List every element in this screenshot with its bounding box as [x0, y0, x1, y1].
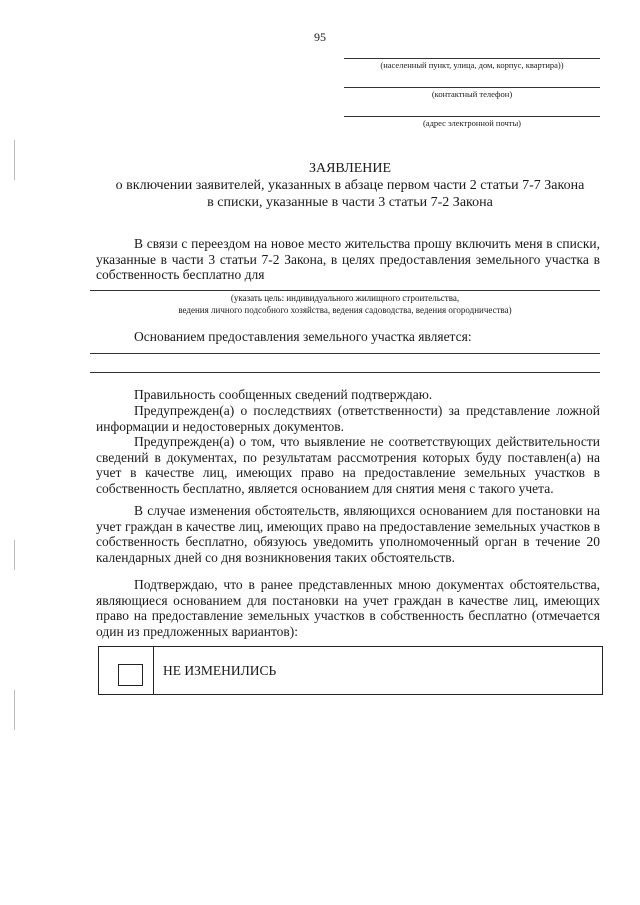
title-heading: ЗАЯВЛЕНИЕ	[308, 161, 392, 176]
option-divider	[153, 647, 154, 694]
page-number: 95	[314, 30, 326, 44]
phone-caption: (контактный телефон)	[431, 89, 513, 99]
statement-paragraph: В случае изменения обстоятельств, являющихся основанием для постановки на учет граждан в качестве лиц, имеющих право на предоставление земельных участков в собственность бесплатно, обязуюсь уведомить уполномоченный орган в течение 20 календарных дней со дня возникновения таких обстоятельств.	[96, 503, 600, 565]
option-checkbox[interactable]	[118, 664, 143, 686]
document-title	[80, 160, 620, 211]
phone-line	[344, 87, 600, 88]
email-line	[344, 116, 600, 117]
basis-label: Основанием предоставления земельного участка является:	[134, 329, 472, 344]
purpose-line	[90, 290, 600, 291]
scan-margin-mark	[14, 140, 15, 180]
address-caption: (населенный пункт, улица, дом, корпус, квартира))	[380, 60, 564, 70]
statement-paragraph: Предупрежден(а) о последствиях (ответственности) за представление ложной информации и недостоверных документов.	[96, 403, 600, 434]
title-line-2: в списки, указанные в части 3 статьи 7-2 Закона	[207, 195, 493, 210]
request-paragraph: В связи с переездом на новое место жительства прошу включить меня в списки, указанные в части 3 статьи 7-2 Закона, в целях предоставления земельного участка в собственность бесплатно для	[96, 236, 600, 283]
purpose-caption-line-1: (указать цель: индивидуального жилищного строительства,	[230, 293, 460, 303]
option-label: НЕ ИЗМЕНИЛИСЬ	[163, 663, 277, 678]
basis-line-1	[90, 353, 600, 354]
purpose-caption-line-2: ведения личного подсобного хозяйства, ведения садоводства, ведения огородничества)	[178, 305, 512, 315]
statement-paragraph: Подтверждаю, что в ранее представленных мною документах обстоятельства, являющиеся основанием для постановки на учет граждан в качестве лиц, имеющих право на предоставление земельных участков в собственность бесплатно (отмечается один из предложенных вариантов):	[96, 577, 600, 639]
email-caption: (адрес электронной почты)	[422, 118, 522, 128]
title-line-1: о включении заявителей, указанных в абзаце первом части 2 статьи 7-7 Закона	[115, 178, 585, 193]
purpose-caption	[90, 292, 600, 316]
statement-paragraph: Предупрежден(а) о том, что выявление не соответствующих действительности сведений в документах, по результатам рассмотрения которых буду поставлен(а) на учет в качестве лиц, имеющих право на предоставление земельных участков в собственность бесплатно, является основанием для снятия меня с такого учета.	[96, 434, 600, 496]
basis-line-2	[90, 372, 600, 373]
scan-margin-mark	[14, 690, 15, 730]
scan-margin-mark	[14, 540, 15, 570]
option-row	[98, 646, 603, 695]
address-line	[344, 58, 600, 59]
statement-paragraph: Правильность сообщенных сведений подтверждаю.	[134, 387, 433, 402]
